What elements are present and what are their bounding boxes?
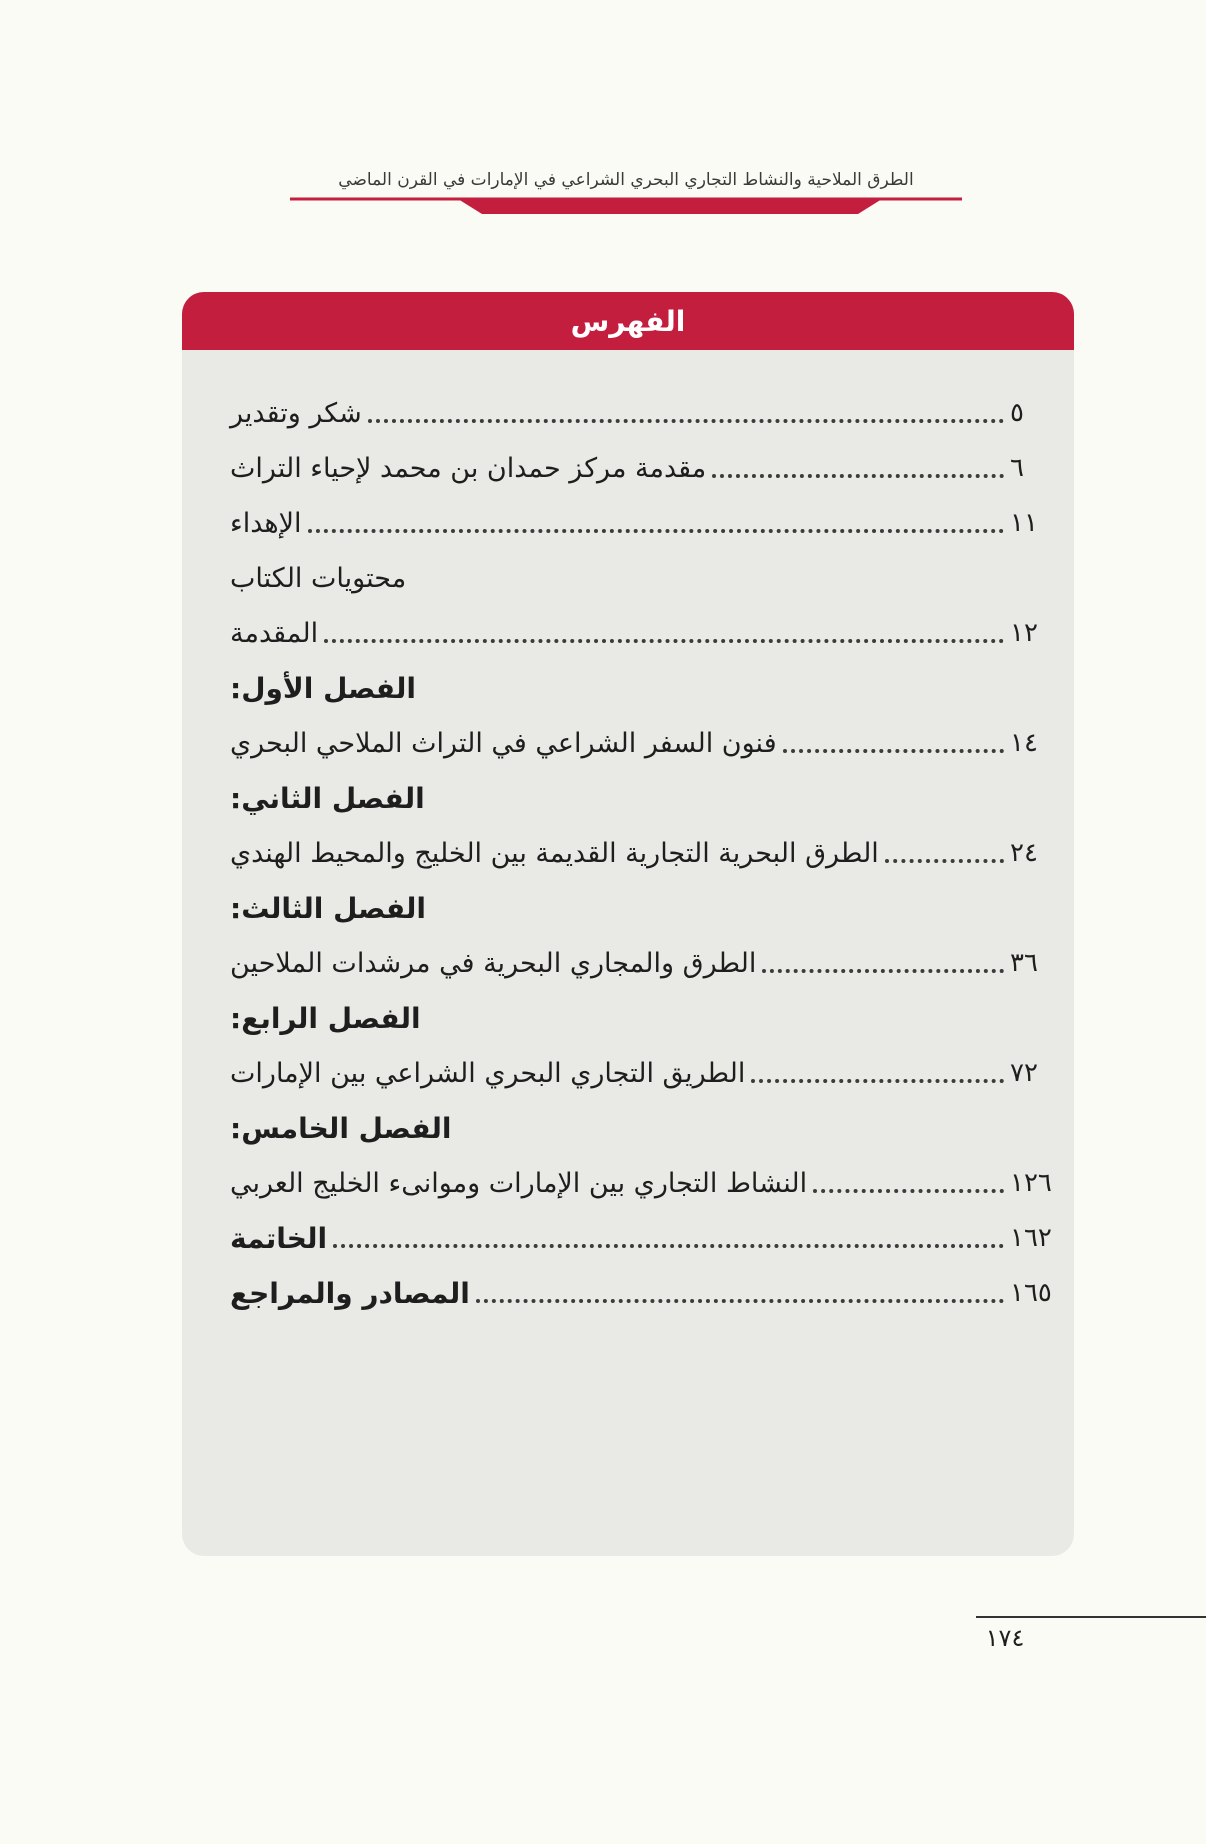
toc-row[interactable] bbox=[230, 830, 1056, 876]
toc-entry-title: المصادر والمراجع bbox=[230, 1276, 470, 1310]
toc-leader-dots bbox=[813, 1189, 1004, 1193]
toc-leader-dots bbox=[783, 749, 1004, 753]
toc-section-heading bbox=[230, 555, 1056, 601]
toc-chapter-heading bbox=[230, 995, 1056, 1041]
toc-entry-page: ١١ bbox=[1010, 508, 1038, 538]
toc-leader-dots bbox=[476, 1299, 1004, 1303]
toc-leader-dots bbox=[885, 859, 1004, 863]
toc-leader-dots bbox=[333, 1244, 1004, 1248]
toc-row[interactable] bbox=[230, 940, 1056, 986]
toc-leader-dots bbox=[712, 474, 1004, 478]
toc-heading-text: الفصل الرابع: bbox=[230, 1001, 421, 1035]
toc-heading-text: الفصل الثالث: bbox=[230, 891, 426, 925]
toc-chapter-heading bbox=[230, 885, 1056, 931]
toc-entry-title: النشاط التجاري بين الإمارات وموانىء الخليج العربي bbox=[230, 1167, 808, 1199]
toc-entry-page: ١٦٥ bbox=[1010, 1278, 1052, 1308]
toc-entry-title: الطريق التجاري البحري الشراعي بين الإمارات bbox=[230, 1057, 746, 1089]
toc-leader-dots bbox=[324, 639, 1004, 643]
toc-row[interactable] bbox=[230, 1270, 1056, 1316]
toc-chapter-heading bbox=[230, 775, 1056, 821]
toc-row[interactable] bbox=[230, 1160, 1056, 1206]
toc-entry-title: فنون السفر الشراعي في التراث الملاحي البحري bbox=[230, 727, 777, 759]
toc-row[interactable] bbox=[230, 720, 1056, 766]
toc-entry-page: ١٤ bbox=[1010, 728, 1038, 758]
toc-heading-text: الفصل الخامس: bbox=[230, 1111, 452, 1145]
running-head: الطرق الملاحية والنشاط التجاري البحري الشراعي في الإمارات في القرن الماضي bbox=[338, 170, 914, 190]
toc-entry-title: الإهداء bbox=[230, 507, 302, 539]
toc-row[interactable] bbox=[230, 1215, 1056, 1261]
toc-heading-text: محتويات الكتاب bbox=[230, 562, 407, 594]
toc-entry-title: مقدمة مركز حمدان بن محمد لإحياء التراث bbox=[230, 452, 707, 484]
toc-heading-text: الفصل الأول: bbox=[230, 671, 416, 705]
page-number: ١٧٤ bbox=[985, 1624, 1025, 1652]
toc-leader-dots bbox=[368, 419, 1004, 423]
toc-row[interactable] bbox=[230, 500, 1056, 546]
toc-row[interactable] bbox=[230, 1050, 1056, 1096]
toc-entry-page: ٣٦ bbox=[1010, 948, 1038, 978]
toc-entry-page: ١٢٦ bbox=[1010, 1168, 1052, 1198]
toc-entry-page: ١٦٢ bbox=[1010, 1223, 1052, 1253]
toc-row[interactable] bbox=[230, 390, 1056, 436]
toc-leader-dots bbox=[762, 969, 1004, 973]
toc-entry-page: ٧٢ bbox=[1010, 1058, 1038, 1088]
toc-heading-text: الفصل الثاني: bbox=[230, 781, 425, 815]
header-rule bbox=[290, 196, 962, 216]
toc-entry-title: المقدمة bbox=[230, 617, 319, 649]
toc-chapter-heading bbox=[230, 665, 1056, 711]
toc-leader-dots bbox=[308, 529, 1004, 533]
toc-entry-title: الطرق والمجاري البحرية في مرشدات الملاحين bbox=[230, 947, 757, 979]
toc-row[interactable] bbox=[230, 445, 1056, 491]
toc-chapter-heading bbox=[230, 1105, 1056, 1151]
toc-entry-title: الطرق البحرية التجارية القديمة بين الخليج والمحيط الهندي bbox=[230, 837, 879, 869]
toc-entry-page: ٦ bbox=[1010, 453, 1024, 483]
toc-entry-page: ٥ bbox=[1010, 398, 1024, 428]
footer-rule bbox=[976, 1616, 1206, 1618]
toc-row[interactable] bbox=[230, 610, 1056, 656]
toc-entry-title: شكر وتقدير bbox=[230, 397, 362, 429]
toc-leader-dots bbox=[751, 1079, 1004, 1083]
toc-entry-page: ١٢ bbox=[1010, 618, 1038, 648]
toc-title-text: الفهرس bbox=[570, 304, 686, 338]
toc-title bbox=[182, 292, 1074, 350]
toc-card bbox=[182, 292, 1074, 1556]
toc-entry-title: الخاتمة bbox=[230, 1221, 328, 1255]
toc-entry-page: ٢٤ bbox=[1010, 838, 1038, 868]
